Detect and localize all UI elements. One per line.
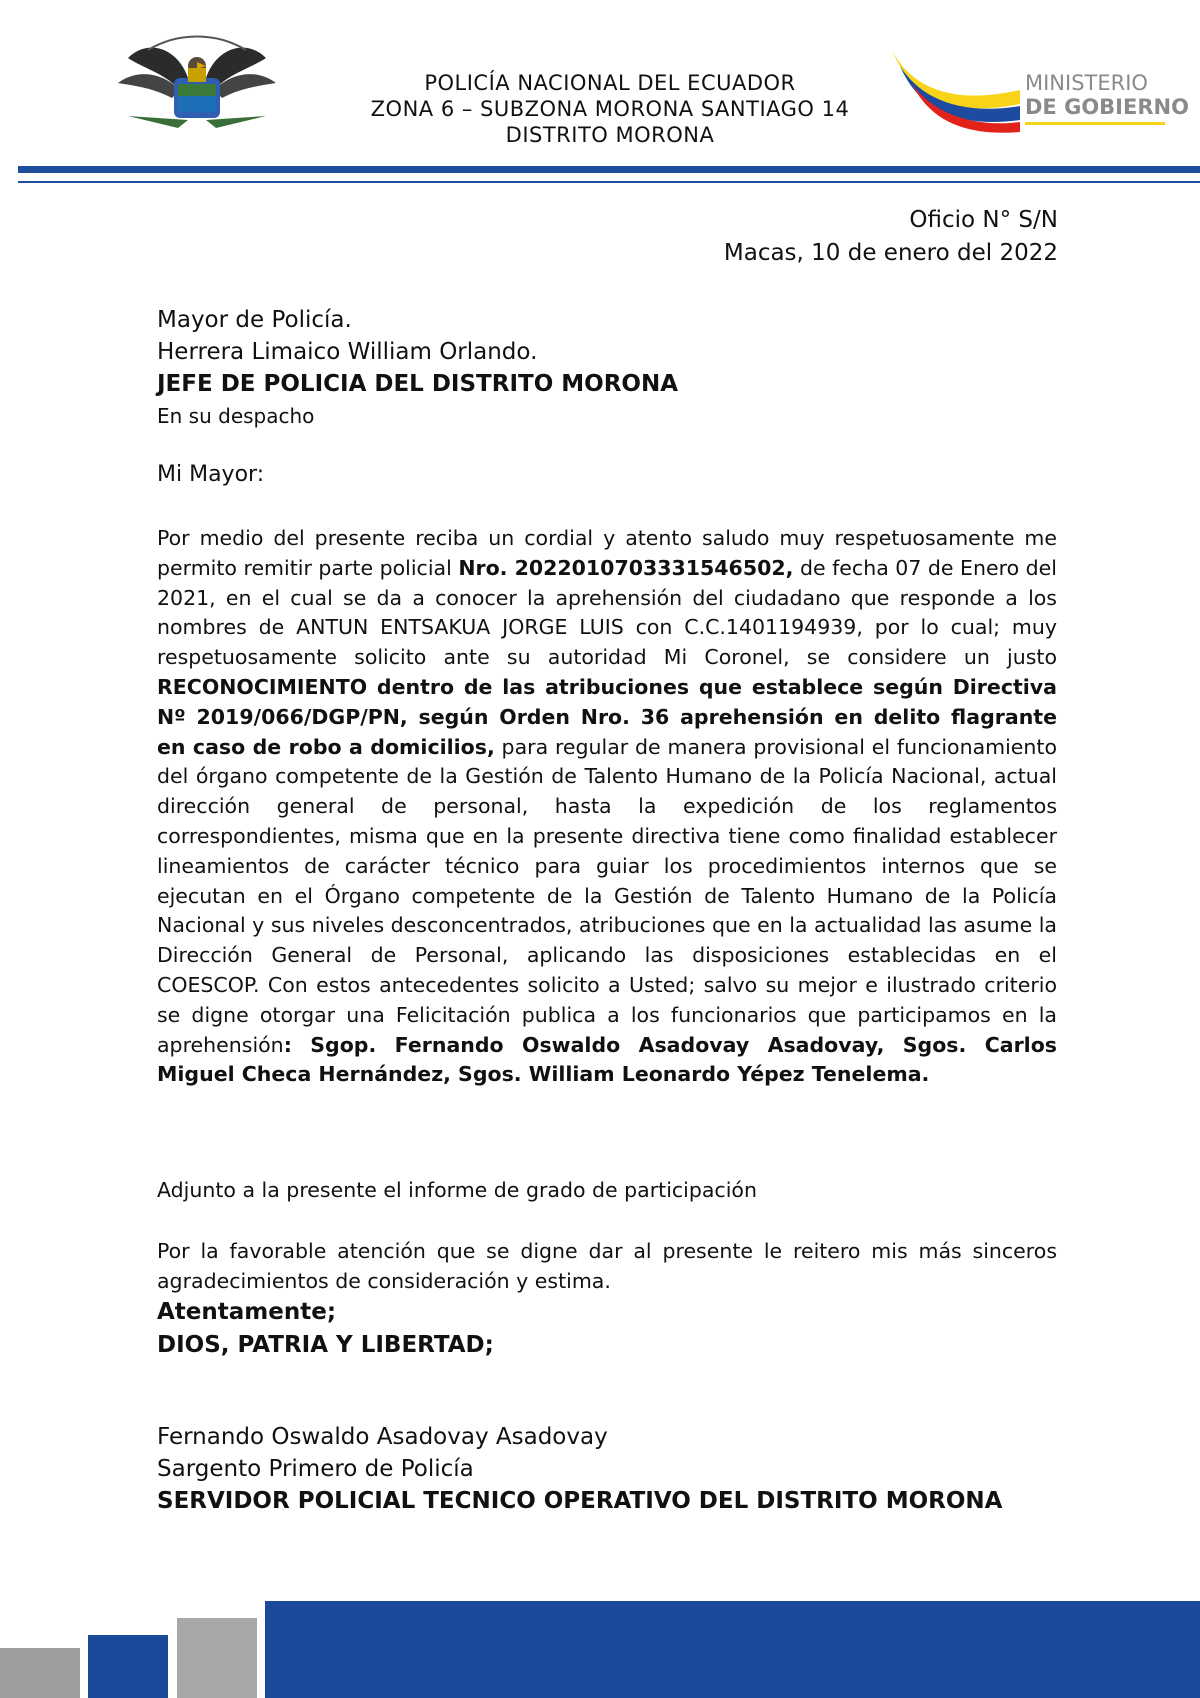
closing-line-2: DIOS, PATRIA Y LIBERTAD; bbox=[157, 1332, 494, 1358]
body-paragraph bbox=[157, 524, 1057, 1090]
signature-position: SERVIDOR POLICIAL TECNICO OPERATIVO DEL DISTRITO MORONA bbox=[157, 1488, 1003, 1514]
closing-line-1: Atentamente; bbox=[157, 1299, 337, 1325]
header-rule-thin bbox=[18, 181, 1200, 183]
recipient-name: Herrera Limaico William Orlando. bbox=[157, 339, 538, 365]
recipient-block bbox=[157, 304, 678, 432]
header-rule-thick bbox=[18, 166, 1200, 173]
body-text-3: para regular de manera provisional el funcionamiento del órgano competente de la Gestión de Talento Humano de la Policía Nacional, actual dirección general de personal, hasta la expedición de los reglamentos correspondientes, misma que en la presente directiva tiene como finalidad establecer lineamientos de carácter técnico para guiar los procedimientos internos que se ejecutan en el Órgano competente de la Gestión de Talento Humano de la Policía Nacional y sus niveles desconcentrados, atribuciones que en la actualidad las asume la Dirección General de Personal, aplicando las disposiciones establecidas en el COESCOP. Con estos antecedentes solicito a Usted; salvo su mejor e ilustrado criterio se digne otorgar una Felicitación publica a los funcionarios que participamos en la aprehensión bbox=[157, 734, 1057, 1057]
signature-block bbox=[157, 1421, 1002, 1517]
recipient-rank: Mayor de Policía. bbox=[157, 307, 352, 333]
body-text-1: Por medio del presente reciba un cordial y atento saludo muy respetuosamente me permito remitir parte policial bbox=[157, 526, 1057, 580]
footer-block-blue-1 bbox=[88, 1635, 168, 1698]
body-bold-parte-number: Nro. 2022010703331546502, bbox=[458, 555, 794, 580]
recipient-location: En su despacho bbox=[157, 404, 315, 428]
oficio-number: Oficio N° S/N bbox=[909, 207, 1058, 233]
ministerio-de-gobierno-logo bbox=[890, 46, 1189, 136]
header-line-2: ZONA 6 – SUBZONA MORONA SANTIAGO 14 bbox=[370, 97, 850, 121]
salutation: Mi Mayor: bbox=[157, 462, 265, 487]
ministry-logo-line1: MINISTERIO bbox=[1025, 71, 1148, 95]
recipient-position: JEFE DE POLICIA DEL DISTRITO MORONA bbox=[157, 371, 679, 397]
footer-block-gray-1 bbox=[0, 1648, 80, 1698]
attachment-note: Adjunto a la presente el informe de grado de participación bbox=[157, 1178, 757, 1202]
closing-block bbox=[157, 1296, 494, 1362]
ministry-logo-line2: DE GOBIERNO bbox=[1025, 95, 1189, 119]
body-bold-reconocimiento: RECONOCIMIENTO dentro de las atribuciones que establece según Directiva Nº 2019/066/DGP/PN, según Orden Nro. 36 aprehensión en delito flagrante en caso de robo a domicilios, bbox=[157, 674, 1057, 759]
police-emblem-logo bbox=[108, 28, 286, 138]
body-text-2: de fecha 07 de Enero del 2021, en el cual se da a conocer la aprehensión del ciudadano que responde a los nombres de ANTUN ENTSAKUA JORGE LUIS con C.C.1401194939, por lo cual; muy respetuosamente solicito ante su autoridad Mi Coronel, se considere un justo bbox=[157, 555, 1057, 670]
header-line-3: DISTRITO MORONA bbox=[505, 123, 715, 147]
document-date: Macas, 10 de enero del 2022 bbox=[723, 240, 1058, 266]
signature-name: Fernando Oswaldo Asadovay Asadovay bbox=[157, 1424, 608, 1450]
signature-rank: Sargento Primero de Policía bbox=[157, 1456, 474, 1482]
footer-bar-blue bbox=[265, 1601, 1200, 1698]
closing-paragraph: Por la favorable atención que se digne dar al presente le reitero mis más sinceros agradecimientos de consideración y estima. bbox=[157, 1239, 1057, 1293]
header-line-1: POLICÍA NACIONAL DEL ECUADOR bbox=[424, 71, 796, 95]
body-bold-officers: : Sgop. Fernando Oswaldo Asadovay Asadovay, Sgos. Carlos Miguel Checa Hernández, Sgos. William Leonardo Yépez Tenelema. bbox=[157, 1032, 1057, 1087]
footer-block-gray-2 bbox=[177, 1618, 257, 1698]
header-title bbox=[300, 70, 920, 148]
